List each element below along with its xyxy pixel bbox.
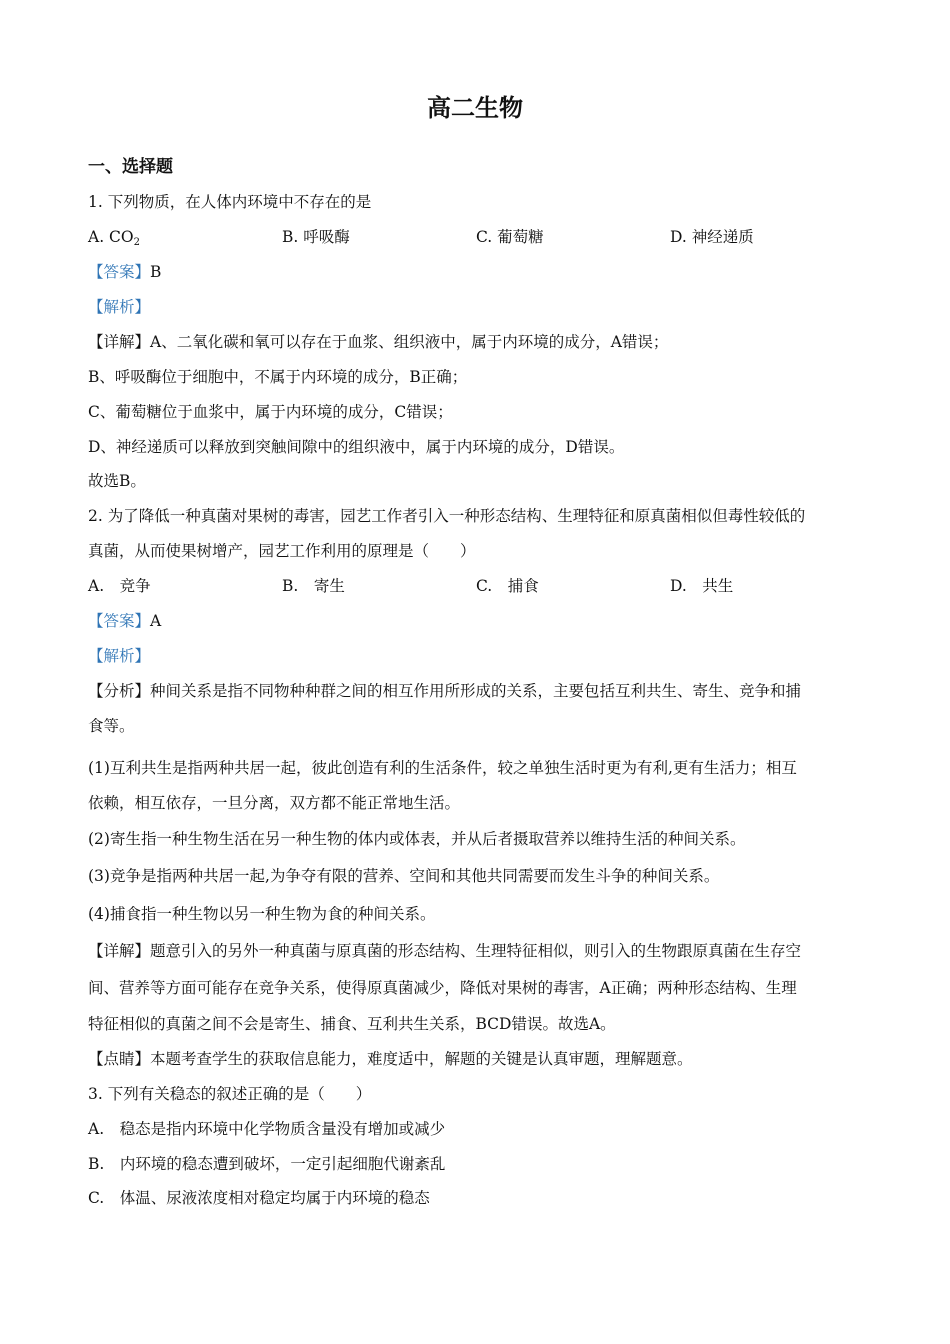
q3-option-a: A. 稳态是指内环境中化学物质含量没有增加或减少 <box>88 1120 446 1138</box>
q3-stem: 3. 下列有关稳态的叙述正确的是（ ） <box>88 1085 372 1103</box>
q2-explanation-line: 特征相似的真菌之间不会是寄生、捕食、互利共生关系，BCD错误。故选A。 <box>88 1015 616 1033</box>
q1-option-d: D. 神经递质 <box>670 228 754 246</box>
q2-explanation-line: 依赖，相互依存，一旦分离，双方都不能正常地生活。 <box>88 794 461 812</box>
q2-option-c: C. 捕食 <box>476 577 539 595</box>
q2-stem-line: 真菌，从而使果树增产，园艺工作利用的原理是（ ） <box>88 542 476 560</box>
q2-answer: 【答案】A <box>88 612 162 630</box>
q1-answer: 【答案】B <box>88 263 162 281</box>
q2-option-b: B. 寄生 <box>282 577 345 595</box>
q2-explanation-line: (1)互利共生是指两种共居一起，彼此创造有利的生活条件，较之单独生活时更为有利,更有生活力；相互 <box>88 759 797 777</box>
q2-explanation-line: 【详解】题意引入的另外一种真菌与原真菌的形态结构、生理特征相似，则引入的生物跟原真菌在生存空 <box>88 942 802 960</box>
q3-option-b: B. 内环境的稳态遭到破坏，一定引起细胞代谢紊乱 <box>88 1155 446 1173</box>
q2-explanation-line: 【分析】种间关系是指不同物种种群之间的相互作用所形成的关系，主要包括互利共生、寄生、竞争和捕 <box>88 682 802 700</box>
q1-option-c: C. 葡萄糖 <box>476 228 544 246</box>
q1-stem: 1. 下列物质，在人体内环境中不存在的是 <box>88 193 372 211</box>
q2-explanation-line: (4)捕食指一种生物以另一种生物为食的种间关系。 <box>88 905 436 923</box>
q2-explanation-line: 【点睛】本题考查学生的获取信息能力，难度适中，解题的关键是认真审题，理解题意。 <box>88 1050 693 1068</box>
section-heading: 一、选择题 <box>88 157 173 177</box>
q2-option-a: A. 竞争 <box>88 577 151 595</box>
q1-explanation-line: C、葡萄糖位于血浆中，属于内环境的成分，C错误； <box>88 403 453 421</box>
q1-explanation-line: 【详解】A、二氧化碳和氧可以存在于血浆、组织液中，属于内环境的成分，A错误； <box>88 333 669 351</box>
q2-explanation-line: 间、营养等方面可能存在竞争关系，使得原真菌减少，降低对果树的毒害，A正确；两种形态结构、生理 <box>88 979 797 997</box>
q1-explanation-line: 故选B。 <box>88 472 146 490</box>
document-title: 高二生物 <box>427 93 523 122</box>
q2-option-d: D. 共生 <box>670 577 734 595</box>
q2-explanation-line: 食等。 <box>88 717 135 735</box>
q2-analysis-tag: 【解析】 <box>88 647 151 665</box>
q1-option-b: B. 呼吸酶 <box>282 228 350 246</box>
q1-analysis-tag: 【解析】 <box>88 298 151 316</box>
q1-explanation-line: B、呼吸酶位于细胞中，不属于内环境的成分，B正确； <box>88 368 468 386</box>
q2-explanation-line: (3)竞争是指两种共居一起,为争夺有限的营养、空间和其他共同需要而发生斗争的种间关系。 <box>88 867 720 885</box>
q1-option-a: A. $CO_2$ <box>88 228 140 248</box>
q3-option-c: C. 体温、尿液浓度相对稳定均属于内环境的稳态 <box>88 1189 430 1207</box>
q2-explanation-line: (2)寄生指一种生物生活在另一种生物的体内或体表，并从后者摄取营养以维持生活的种间关系。 <box>88 830 746 848</box>
q1-explanation-line: D、神经递质可以释放到突触间隙中的组织液中，属于内环境的成分，D错误。 <box>88 438 625 456</box>
q2-stem-line: 2. 为了降低一种真菌对果树的毒害，园艺工作者引入一种形态结构、生理特征和原真菌相似但毒性较低的 <box>88 507 806 525</box>
